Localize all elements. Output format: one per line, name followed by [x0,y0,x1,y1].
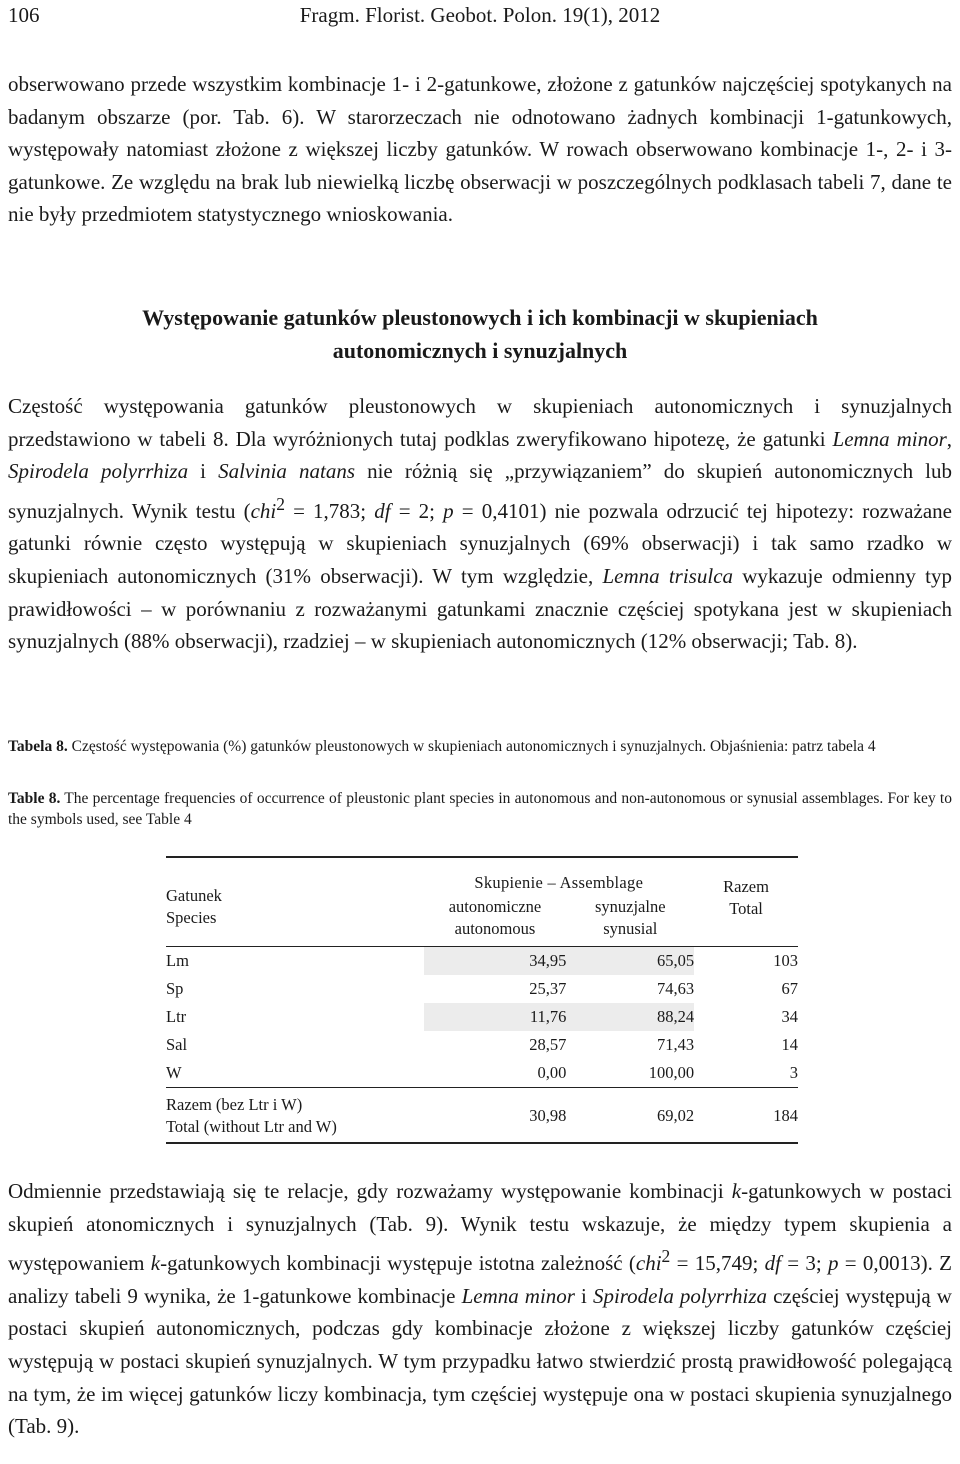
row-species: Lm [166,951,189,970]
p-symbol: p [443,498,454,523]
header-synusial [566,896,694,940]
table-row [166,1059,798,1088]
species-salvinia-natans: Salvinia natans [218,459,356,484]
header-autonomous [424,896,567,940]
row-synusial-value: 74,63 [656,979,695,998]
header-autonomous-en: autonomous [454,919,536,938]
frequency-table [166,856,798,1144]
table-row [166,947,798,976]
p3-text-4: = 15,749; [670,1251,765,1276]
header-synusial-en: synusial [603,919,658,938]
section-title [8,301,952,367]
total-row-total: 184 [773,1106,798,1125]
p3-text-2: -gatunkowych w postaci skupień atonomicznych i synuzjalnych (Tab. 9). Wynik testu wskazuje, że między typem skupienia a występowaniem [8,1179,952,1276]
table-caption-en-label: Table 8. [8,790,61,807]
row-total-value: 34 [781,1007,798,1026]
row-autonomous-value: 11,76 [424,1003,567,1031]
total-row-label-en: Total (without Ltr and W) [166,1117,337,1136]
row-total-value: 14 [781,1035,798,1054]
chi-exponent: 2 [276,493,285,514]
row-synusial-value: 71,43 [656,1035,695,1054]
p2-text-4: nie różnią się „przywiązaniem” do skupień autonomicznych lub synuzjalnych. Wynik testu ( [8,459,952,523]
header-total-en: Total [729,899,763,918]
table-row [166,975,798,1003]
row-total-value: 67 [781,979,798,998]
header-synusial-pl: synuzjalne [594,897,666,916]
row-synusial-value: 100,00 [648,1063,695,1082]
k-symbol: k [731,1179,742,1203]
table-caption-pl-label: Tabela 8. [8,738,68,755]
chi-exponent: 2 [661,1246,671,1267]
p-symbol: p [827,1251,839,1276]
total-row-synusial: 69,02 [656,1106,695,1125]
row-synusial-value: 88,24 [566,1003,694,1031]
p3-text-6: = 0,0013). Z analizy tabeli 9 wynika, że 1-gatunkowe kombinacje [8,1251,952,1308]
table-header-row-1 [166,870,798,896]
total-row-label-pl: Razem (bez Ltr i W) [166,1095,303,1114]
table-total-row [166,1094,798,1138]
p3-text-5: = 3; [780,1251,828,1276]
p2-text-6: = 2; [390,498,444,523]
row-autonomous-value: 34,95 [424,947,567,976]
table-row [166,1031,798,1059]
table-caption-pl [8,737,952,758]
header-assemblage: Skupienie – Assemblage [474,873,644,892]
k-symbol: k [150,1251,161,1276]
species-spirodela-polyrrhiza: Spirodela polyrrhiza [8,459,189,484]
row-species: Sp [166,979,184,998]
row-total-value: 3 [789,1063,798,1082]
p3-text-7: i [574,1283,593,1308]
row-species: Ltr [166,1007,187,1026]
row-total-value: 103 [773,951,798,970]
header-species [166,870,424,940]
p2-text-3: i [188,459,219,484]
table-row [166,1003,798,1031]
row-species: W [166,1063,182,1082]
row-synusial-value: 65,05 [566,947,694,976]
header-total [694,870,798,940]
p2-text-8: wykazuje odmienny typ prawidłowości – w porównaniu z rozważanymi gatunkami znacznie częściej spotykana jest w skupieniach synuzjalnych (88% obserwacji), rzadziej – w skupieniach autonomicznych (12% obserwacji; Tab. 8). [8,563,952,654]
p3-text-3: -gatunkowych kombinacji występuje istotna zależność ( [160,1251,636,1276]
species-lemna-minor: Lemna minor [832,426,947,451]
row-species: Sal [166,1035,188,1054]
p2-text-7: = 0,4101) nie pozwala odrzucić tej hipotezy: rozważane gatunki równie często występują w skupieniach synuzjalnych (69% obserwacji) i tak samo rzadko w skupieniach autonomicznych (31% obserwacji). W tym względzie, [8,498,952,588]
row-autonomous-value: 25,37 [529,979,567,998]
df-symbol: df [764,1251,781,1276]
section-title-line-2: autonomicznych i synuzjalnych [332,338,628,363]
header-autonomous-pl: autonomiczne [448,897,542,916]
species-spirodela-polyrrhiza: Spirodela polyrrhiza [592,1283,768,1308]
row-autonomous-value: 0,00 [537,1063,567,1082]
table-caption-en-text: The percentage frequencies of occurrence of pleustonic plant species in autonomous and non-autonomous or synusial assemblages. For key to the symbols used, see Table 4 [8,790,952,828]
paragraph-1: obserwowano przede wszystkim kombinacje 1- i 2-gatunkowe, złożone z gatunków najczęściej spotykanych na badanym obszarze (por. Tab. 6). W starorzeczach nie odnotowano żadnych kombinacji 1-gatunkowych, występowały natomiast złożone z większej liczby gatunków. W rowach obserwowano kombinacje 1-, 2- i 3-gatunkowe. Ze względu na brak lub niewielką liczbę obserwacji w poszczególnych podklasach tabeli 7, dane te nie były przedmiotem statystycznego wnioskowania. [8,72,952,227]
p3-text-1: Odmiennie przedstawiają się te relacje, gdy rozważamy występowanie kombinacji [8,1179,732,1203]
total-row-autonomous: 30,98 [529,1106,567,1125]
header-species-en: Species [166,908,217,927]
df-symbol: df [374,498,391,523]
header-total-pl: Razem [723,877,769,896]
table-top-rule [166,857,798,870]
chi-symbol: chi [250,498,277,523]
paragraph-3 [8,1175,952,1443]
table-caption-pl-text: Częstość występowania (%) gatunków pleustonowych w skupieniach autonomicznych i synuzjalnych. Objaśnienia: patrz tabela 4 [67,738,876,755]
species-lemna-trisulca: Lemna trisulca [602,563,734,588]
section-title-line-1: Występowanie gatunków pleustonowych i ich kombinacji w skupieniach [142,305,818,330]
p2-text-5: = 1,783; [284,498,375,523]
paragraph-2 [8,390,952,658]
page-number: 106 [8,3,40,27]
p3-text-8: częściej występują w postaci skupień autonomicznych, podczas gdy kombinacje złożone z większej liczby gatunków częściej występują w postaci skupień synuzjalnych. W tym przypadku łatwo stwierdzić prostą prawidłowość polegającą na tym, że im więcej gatunków liczy kombinacja, tym częściej występuje ona w postaci skupienia synuzjalnego (Tab. 9). [8,1283,952,1439]
species-lemna-minor: Lemna minor [461,1283,575,1308]
table-caption-en [8,789,952,830]
header-species-pl: Gatunek [166,886,222,905]
journal-citation: Fragm. Florist. Geobot. Polon. 19(1), 2012 [299,3,661,27]
total-row-label [166,1094,424,1138]
chi-symbol: chi [635,1251,662,1276]
p2-text-2: , [946,426,952,451]
table-bottom-rule [166,1138,798,1143]
row-autonomous-value: 28,57 [529,1035,567,1054]
p2-text-1: Częstość występowania gatunków pleustonowych w skupieniach autonomicznych i synuzjalnych przedstawiono w tabeli 8. Dla wyróżnionych tutaj podklas zweryfikowano hipotezę, że gatunki [8,394,952,451]
